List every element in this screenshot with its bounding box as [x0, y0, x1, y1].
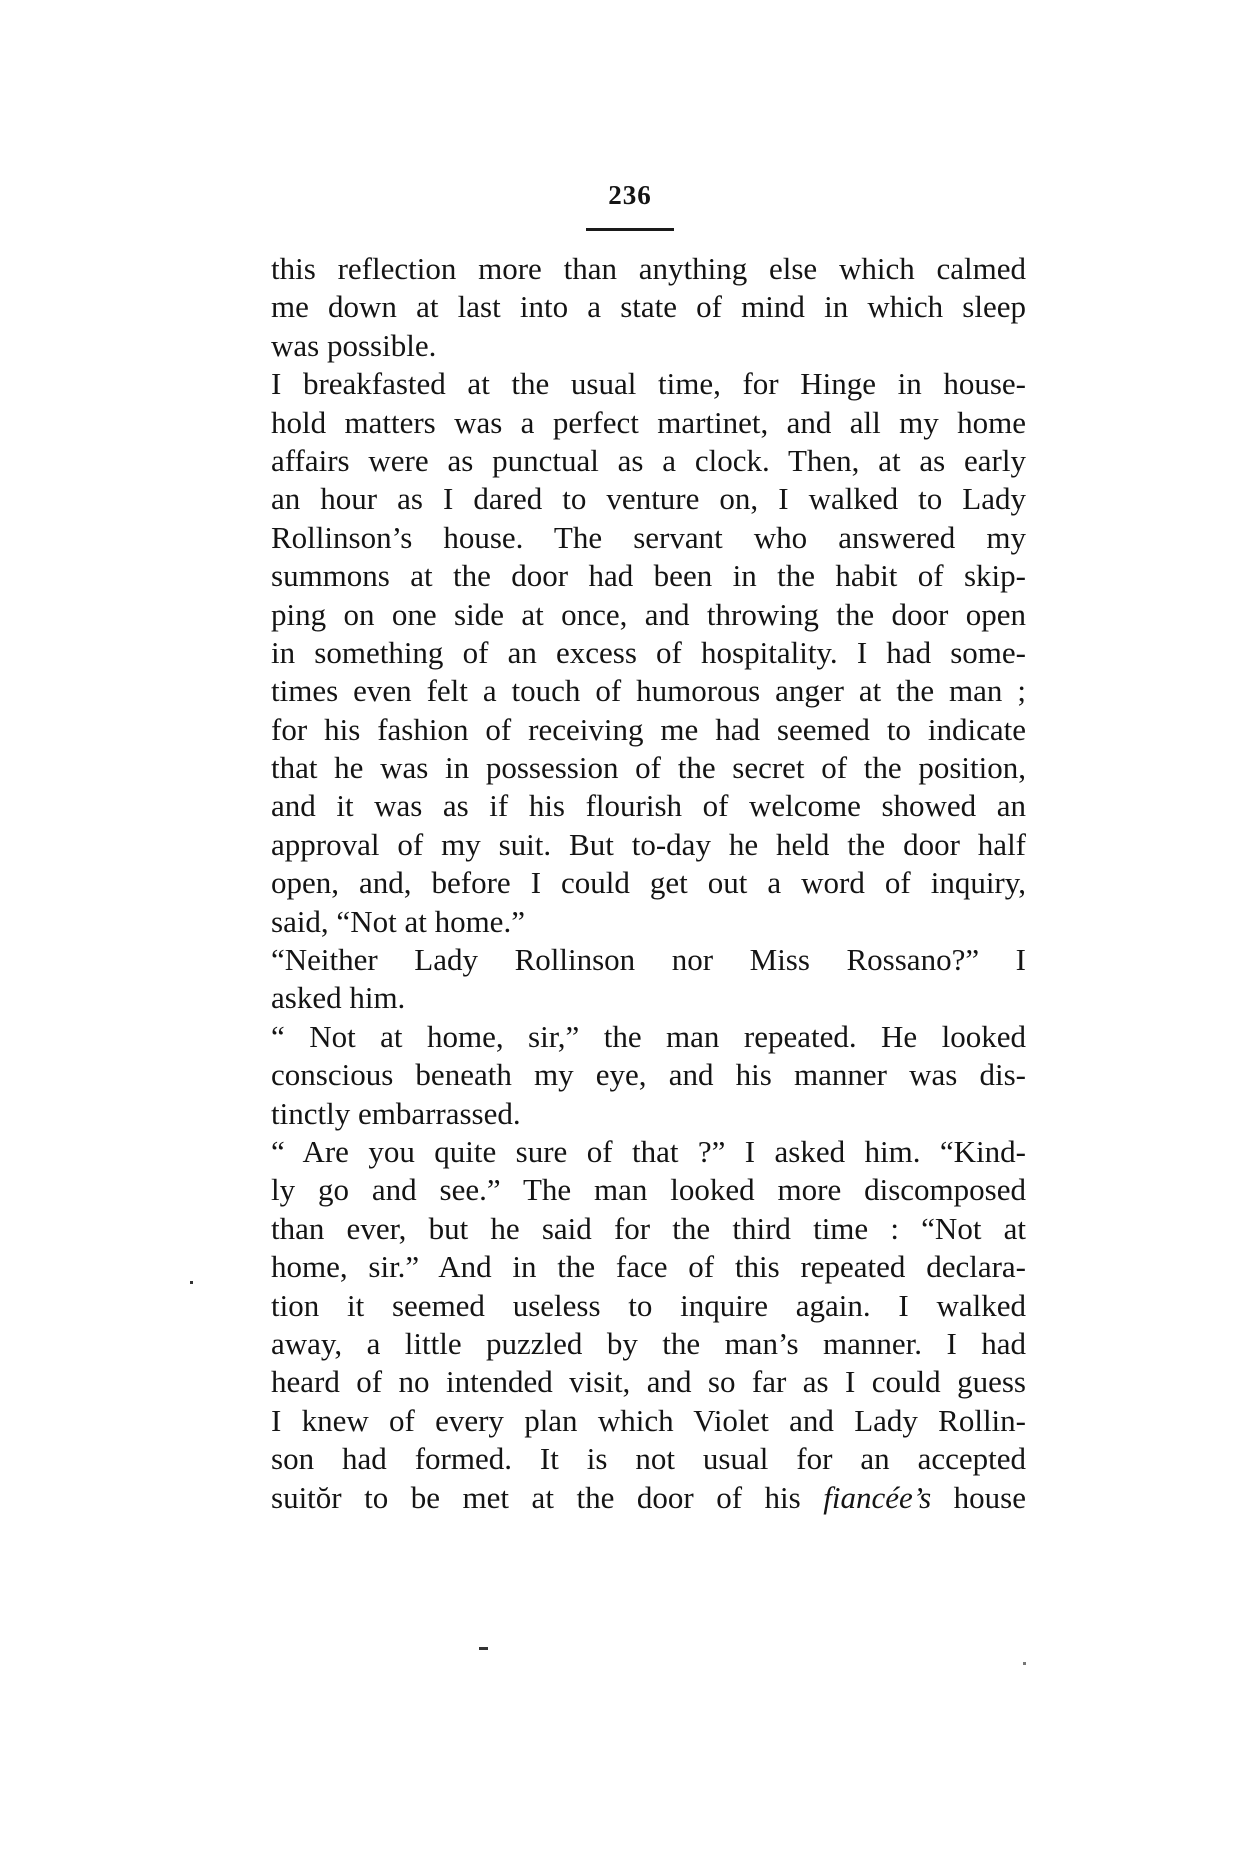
text-line: conscious beneath my eye, and his manner was dis-: [271, 1057, 1026, 1093]
text-line: open, and, before I could get out a word of inquiry,: [271, 865, 1026, 901]
text-line: that he was in possession of the secret of the position,: [271, 750, 1026, 786]
text-line: than ever, but he said for the third time : “Not at: [271, 1210, 1026, 1246]
text-line: Rollinson’s house. The servant who answered my: [271, 519, 1026, 555]
text-line: heard of no intended visit, and so far as I could guess: [271, 1364, 1026, 1400]
text-line: said, “Not at home.”: [271, 903, 525, 939]
text-line: I breakfasted at the usual time, for Hinge in house-: [271, 366, 1026, 402]
text-line: away, a little puzzled by the man’s manner. I had: [271, 1325, 1026, 1361]
text-line: was possible.: [271, 327, 437, 363]
text-line: and it was as if his flourish of welcome showed an: [271, 788, 1026, 824]
text-line: tinctly embarrassed.: [271, 1095, 521, 1131]
text-line: I knew of every plan which Violet and Lady Rollin-: [271, 1402, 1026, 1438]
text-line: an hour as I dared to venture on, I walked to Lady: [271, 481, 1026, 517]
text-line: this reflection more than anything else which calmed: [271, 251, 1026, 286]
text-line: ping on one side at once, and throwing the door open: [271, 596, 1026, 632]
text-line: “ Not at home, sir,” the man repeated. He looked: [271, 1018, 1026, 1054]
text-line: hold matters was a perfect martinet, and all my home: [271, 404, 1026, 440]
print-speck: [479, 1647, 488, 1650]
text-line: summons at the door had been in the habit of skip-: [271, 558, 1026, 594]
body-text: [271, 250, 1026, 1517]
text-line: times even felt a touch of humorous anger at the man ;: [271, 673, 1026, 709]
text-line: “Neither Lady Rollinson nor Miss Rossano?” I: [271, 942, 1026, 978]
print-speck: [1023, 1662, 1026, 1665]
text-line: suitŏr to be met at the door of his fiancée’s house: [271, 1479, 1026, 1515]
page-number-rule: [586, 228, 674, 231]
text-line: in something of an excess of hospitality. I had some-: [271, 634, 1026, 670]
text-line: home, sir.” And in the face of this repeated declara-: [271, 1249, 1026, 1285]
print-speck: [190, 1281, 193, 1284]
text-line: for his fashion of receiving me had seemed to indicate: [271, 711, 1026, 747]
text-line: asked him.: [271, 980, 406, 1016]
text-line: son had formed. It is not usual for an accepted: [271, 1441, 1026, 1477]
text-line: approval of my suit. But to-day he held the door half: [271, 826, 1026, 862]
text-line: “ Are you quite sure of that ?” I asked him. “Kind-: [271, 1133, 1026, 1169]
text-line: ly go and see.” The man looked more discomposed: [271, 1172, 1026, 1208]
page-number: 236: [608, 180, 652, 210]
text-line: affairs were as punctual as a clock. Then, at as early: [271, 442, 1026, 478]
text-line: me down at last into a state of mind in which sleep: [271, 289, 1026, 325]
text-line: tion it seemed useless to inquire again. I walked: [271, 1287, 1026, 1323]
